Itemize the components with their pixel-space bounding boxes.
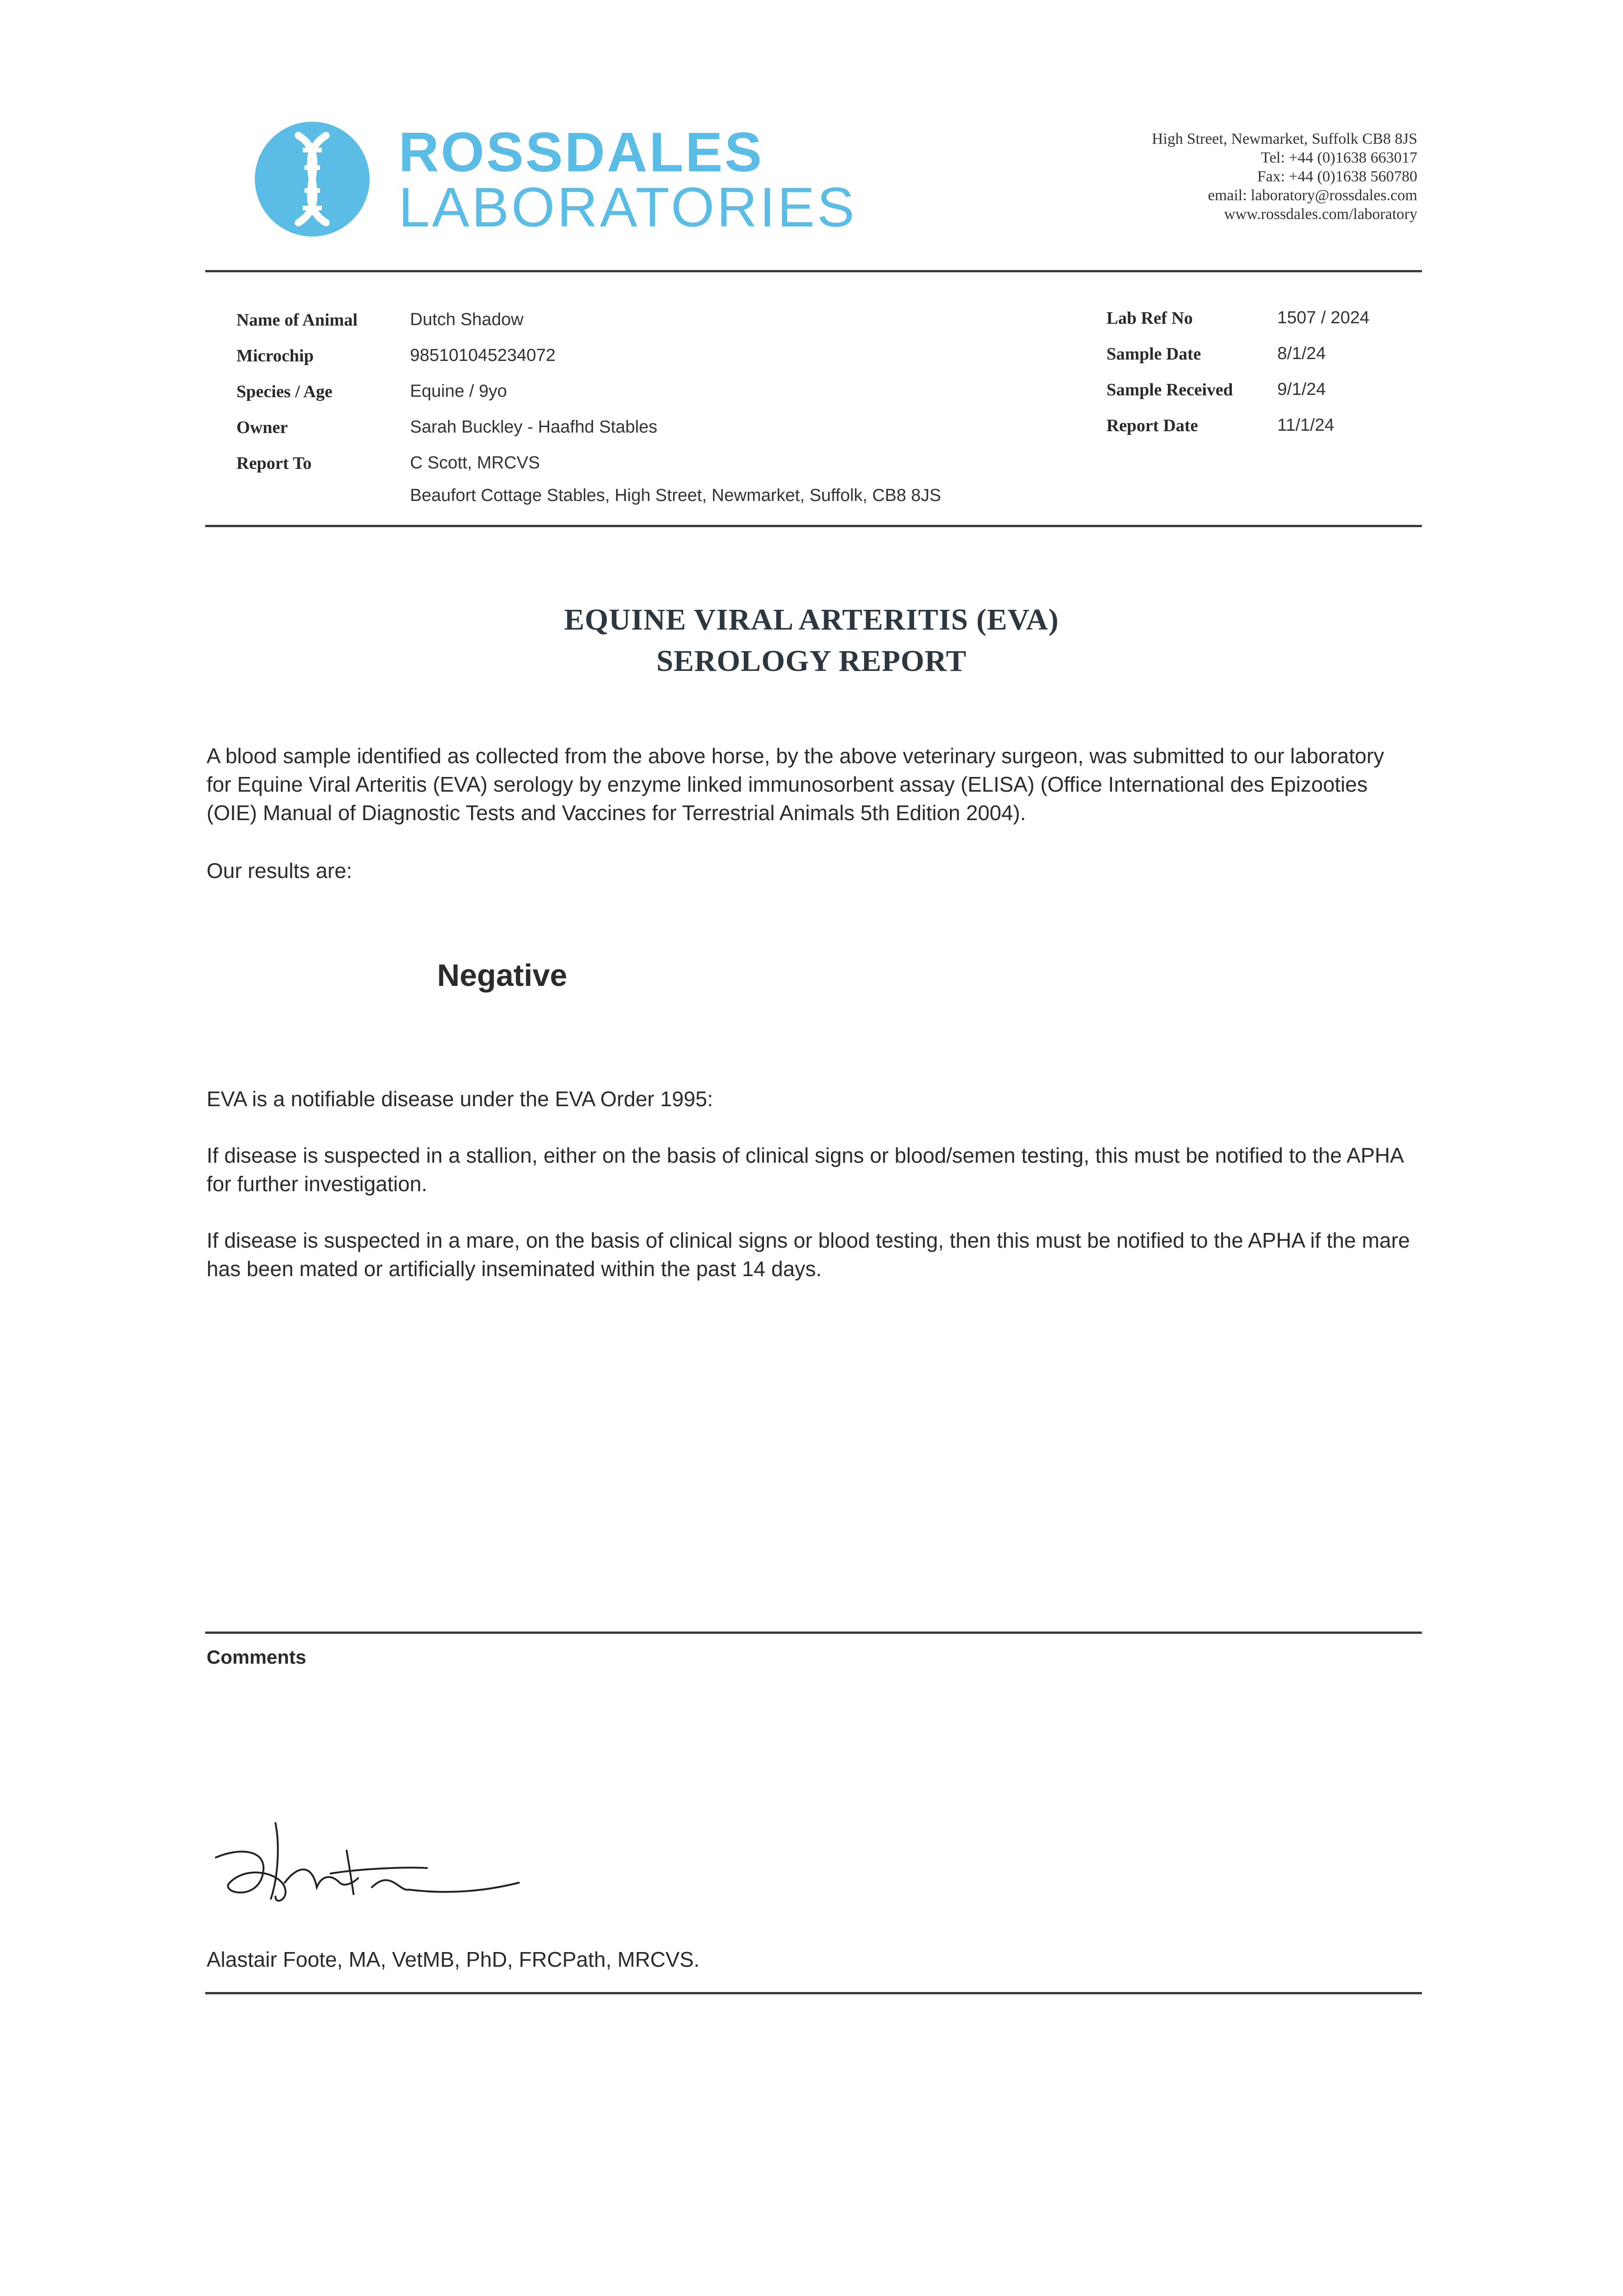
notifiable-statement: EVA is a notifiable disease under the EVA Order 1995: [207,1087,713,1111]
lab-ref-value: 1507 / 2024 [1277,308,1370,327]
contact-tel: Tel: +44 (0)1638 663017 [1261,149,1417,166]
stallion-paragraph: If disease is suspected in a stallion, either on the basis of clinical signs or blood/semen testing, this must be notified to the APHA for further investigation. [207,1143,1403,1196]
signature-image [207,1814,537,1929]
header-divider [205,270,1422,272]
report-to-value: C Scott, MRCVS [410,453,540,473]
microchip-label: Microchip [236,346,314,366]
sample-date-value: 8/1/24 [1277,344,1326,363]
animal-name-label: Name of Animal [236,310,358,330]
intro-paragraph: A blood sample identified as collected from the above horse, by the above veterinary surgeon, was submitted to our laboratory for Equine Viral Arteritis (EVA) serology by enzyme linked immunosorbent assay (ELISA) (Office International des Epizooties (OIE) Manual of Diagnostic Tests and Vaccines for Terrestrial Animals 5th Edition 2004). [207,744,1384,825]
report-date-value: 11/1/24 [1277,416,1334,435]
details-divider [205,525,1422,527]
comments-divider [205,1632,1422,1634]
contact-website[interactable]: www.rossdales.com/laboratory [1224,206,1417,223]
contact-email[interactable]: email: laboratory@rossdales.com [1207,187,1417,204]
report-date-label: Report Date [1106,416,1198,435]
report-to-label: Report To [236,454,312,473]
sample-received-value: 9/1/24 [1277,380,1326,399]
report-to-address: Beaufort Cottage Stables, High Street, Newmarket, Suffolk, CB8 8JS [410,486,941,505]
brand-name-line2: LABORATORIES [399,176,857,238]
owner-label: Owner [236,418,288,437]
owner-value: Sarah Buckley - Haafhd Stables [410,417,657,437]
species-age-value: Equine / 9yo [410,382,507,401]
report-title-line1: EQUINE VIRAL ARTERITIS (EVA) [564,603,1059,636]
report-title-line2: SEROLOGY REPORT [656,644,967,678]
animal-name-value: Dutch Shadow [410,310,524,329]
results-intro: Our results are: [207,859,352,883]
signer-name: Alastair Foote, MA, VetMB, PhD, FRCPath, MRCVS. [207,1947,700,1971]
brand-name-line1: ROSSDALES [399,121,764,183]
mare-paragraph: If disease is suspected in a mare, on the basis of clinical signs or blood testing, then this must be notified to the APHA if the mare has been mated or artificially inseminated within the past 14 days. [207,1228,1410,1281]
dna-logo-icon [255,122,370,236]
contact-address: High Street, Newmarket, Suffolk CB8 8JS [1151,130,1417,147]
comments-label: Comments [207,1646,307,1668]
species-age-label: Species / Age [236,382,332,401]
sample-received-label: Sample Received [1106,380,1233,400]
test-result: Negative [437,958,567,993]
microchip-value: 985101045234072 [410,346,556,365]
footer-divider [205,1992,1422,1994]
lab-ref-label: Lab Ref No [1106,309,1193,328]
sample-date-label: Sample Date [1106,344,1201,364]
contact-fax: Fax: +44 (0)1638 560780 [1257,168,1417,185]
contact-block [1004,129,1417,224]
